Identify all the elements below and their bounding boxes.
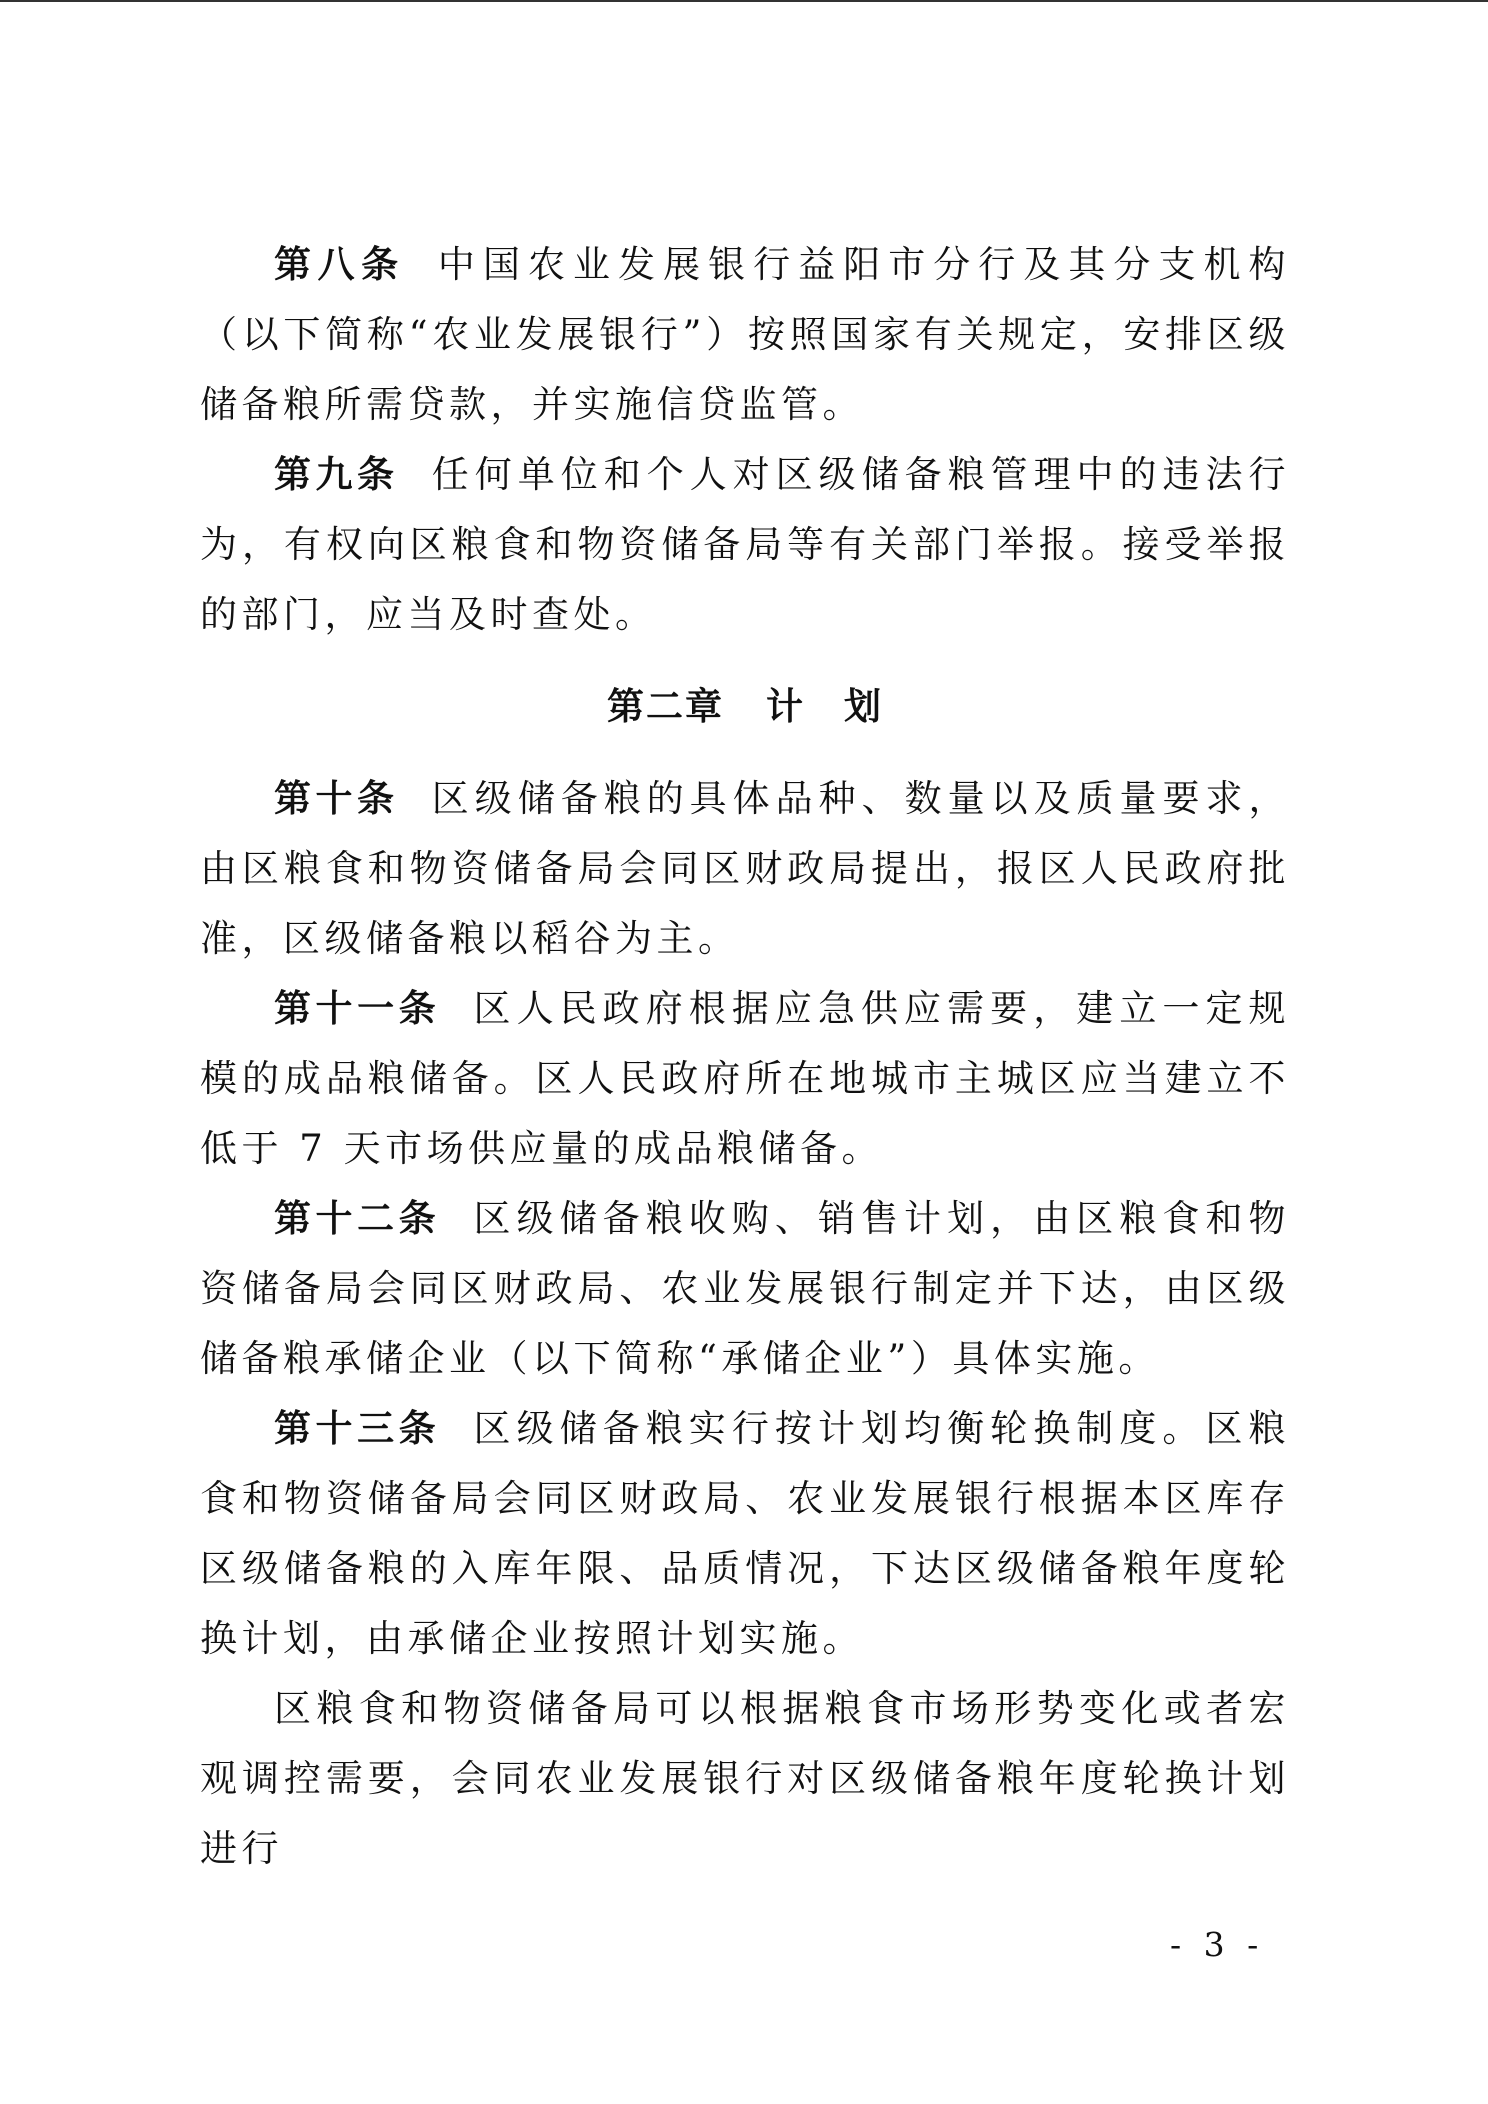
article-heading: 第十一条	[274, 987, 441, 1030]
paragraph-text: 区粮食和物资储备局可以根据粮食市场形势变化或者宏观调控需要，会同农业发展银行对区级储备粮年度轮换计划进行	[200, 1687, 1290, 1870]
article-10	[200, 764, 1290, 974]
document-body	[200, 230, 1290, 1884]
article-heading: 第十二条	[274, 1197, 441, 1240]
chapter-heading	[200, 672, 1290, 742]
chapter-title: 计 划	[766, 685, 883, 728]
top-border-line	[0, 0, 1488, 2]
article-13	[200, 1394, 1290, 1674]
article-9	[200, 440, 1290, 650]
article-text: 区级储备粮实行按计划均衡轮换制度。区粮食和物资储备局会同区财政局、农业发展银行根据本区库存区级储备粮的入库年限、品质情况，下达区级储备粮年度轮换计划，由承储企业按照计划实施。	[200, 1407, 1290, 1660]
article-heading: 第十三条	[274, 1407, 441, 1450]
article-11	[200, 974, 1290, 1184]
article-text: 区级储备粮收购、销售计划，由区粮食和物资储备局会同区财政局、农业发展银行制定并下达，由区级储备粮承储企业（以下简称“承储企业”）具体实施。	[200, 1197, 1290, 1380]
article-heading: 第八条	[274, 243, 405, 286]
article-text: 任何单位和个人对区级储备粮管理中的违法行为，有权向区粮食和物资储备局等有关部门举报。接受举报的部门，应当及时查处。	[200, 453, 1291, 636]
chapter-number: 第二章	[607, 685, 724, 728]
article-text: 中国农业发展银行益阳市分行及其分支机构（以下简称“农业发展银行”）按照国家有关规定，安排区级储备粮所需贷款，并实施信贷监管。	[200, 243, 1291, 426]
article-text: 区级储备粮的具体品种、数量以及质量要求，由区粮食和物资储备局会同区财政局提出，报区人民政府批准，区级储备粮以稻谷为主。	[200, 777, 1291, 960]
article-13-continuation	[200, 1674, 1290, 1884]
article-heading: 第九条	[274, 453, 399, 496]
article-12	[200, 1184, 1290, 1394]
page-number: - 3 -	[1170, 1925, 1265, 1964]
article-heading: 第十条	[274, 777, 399, 820]
article-text: 区人民政府根据应急供应需要，建立一定规模的成品粮储备。区人民政府所在地城市主城区应当建立不低于 7 天市场供应量的成品粮储备。	[200, 987, 1290, 1170]
article-8	[200, 230, 1290, 440]
